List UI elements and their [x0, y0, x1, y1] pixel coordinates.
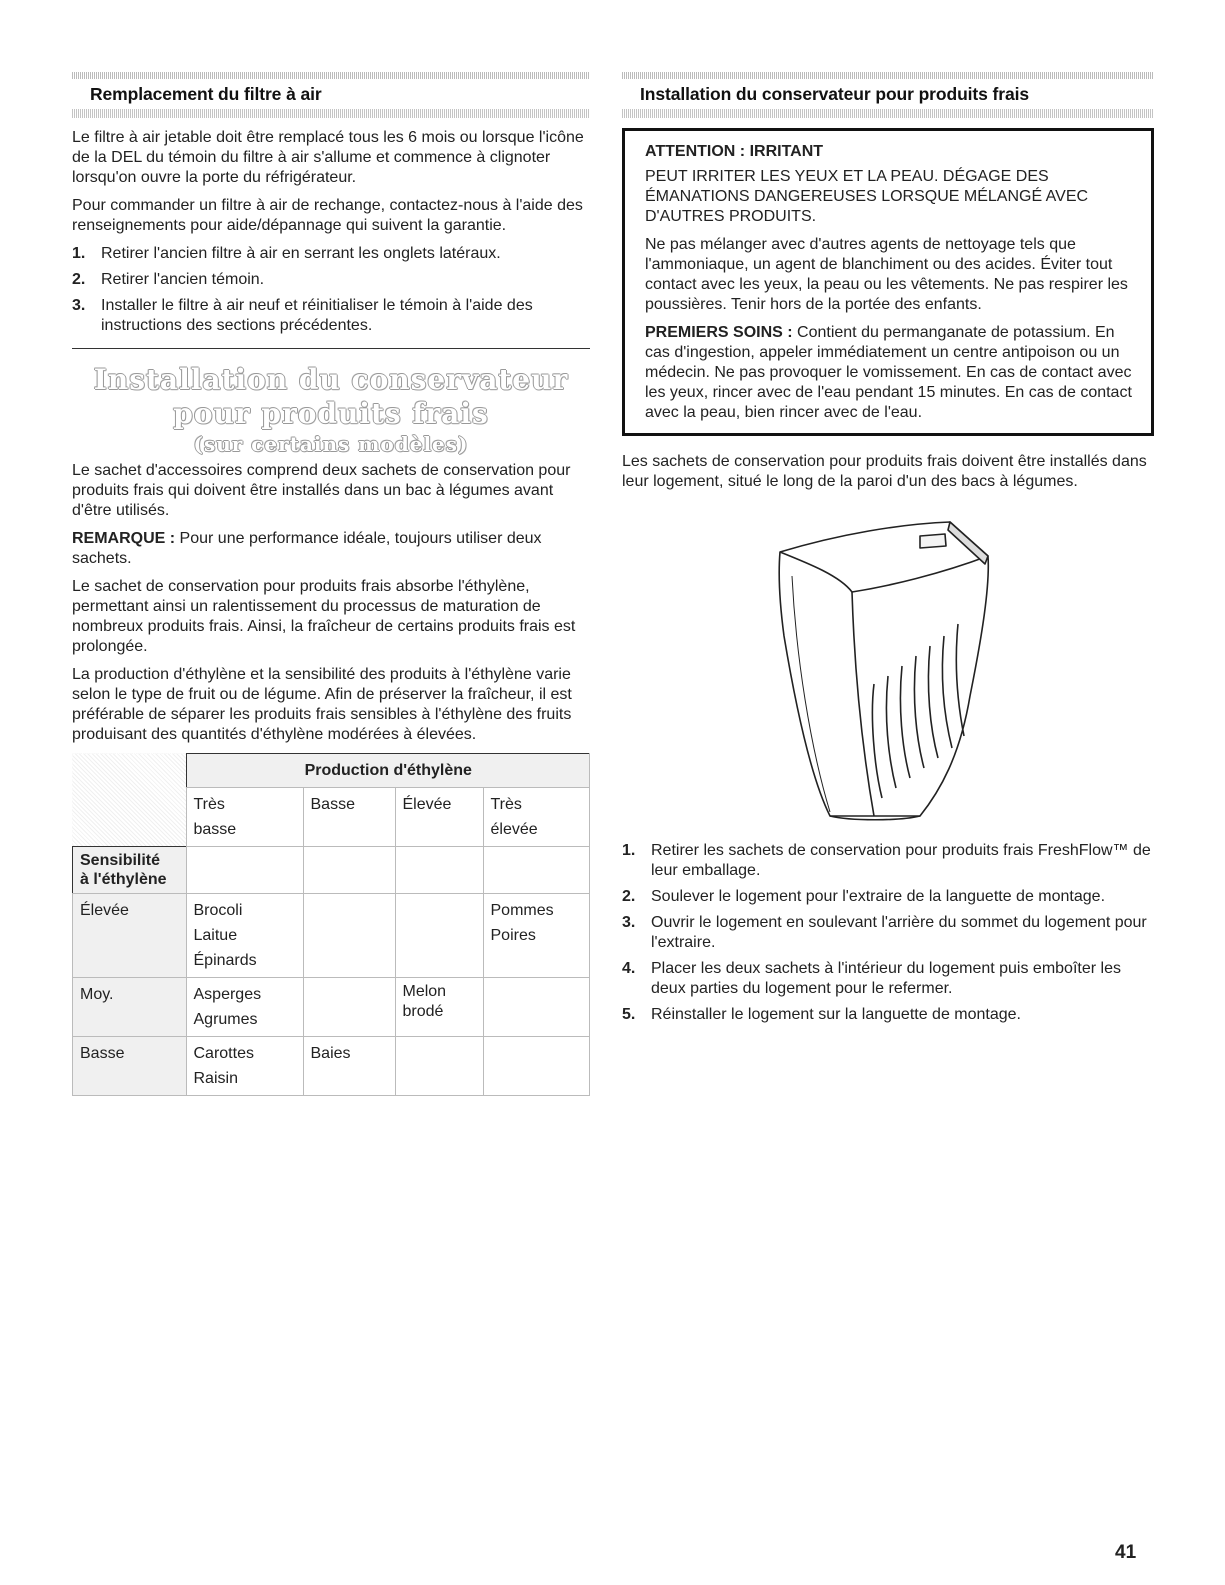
big-title-line: Installation du conservateur [93, 363, 569, 396]
step-number: 3. [622, 914, 636, 931]
divider [72, 348, 590, 349]
list-item [622, 887, 1154, 907]
row-header-label: Sensibilité à l'éthylène [73, 847, 187, 894]
step-number: 3. [72, 297, 86, 314]
table-row [73, 754, 590, 788]
header-band-bottom [72, 109, 590, 118]
table-cell-empty [73, 754, 187, 788]
remark-paragraph [72, 529, 590, 569]
list-item [72, 296, 590, 336]
table-cell [395, 1037, 483, 1096]
list-item [72, 270, 590, 290]
warning-paragraph: Ne pas mélanger avec d'autres agents de nettoyage tels que l'ammoniaque, un agent de blanchiment ou des acides. Éviter tout contact avec les yeux, la peau ou les vêtements. Ne pas respirer les poussières. Tenir hors de la portée des enfants. [645, 236, 1128, 313]
section-header-produce-preserver [622, 72, 1154, 120]
column-header: Basse [303, 788, 395, 847]
outlined-section-title [72, 363, 590, 457]
paragraph: Pour commander un filtre à air de rechange, contactez-nous à l'aide des renseignements pour aide/dépannage qui suivent la garantie. [72, 197, 583, 234]
list-item [72, 244, 590, 264]
produce-preserver-housing-illustration [770, 516, 1070, 826]
row-label: Basse [73, 1037, 187, 1096]
step-text: Retirer l'ancien filtre à air en serrant les onglets latéraux. [101, 245, 501, 262]
table-cell [303, 894, 395, 978]
step-number: 2. [72, 271, 86, 288]
table-cell-empty [73, 788, 187, 847]
step-text: Réinstaller le logement sur la languette de montage. [651, 1006, 1021, 1023]
remark-text: Pour une performance idéale, toujours utiliser deux sachets. [72, 530, 542, 567]
step-text: Ouvrir le logement en soulevant l'arrière du sommet du logement pour l'extraire. [651, 914, 1147, 951]
warning-caps-text: PEUT IRRITER LES YEUX ET LA PEAU. DÉGAGE DES ÉMANATIONS DANGEREUSES LORSQUE MÉLANGÉ AVEC D'AUTRES PRODUITS. [645, 168, 1089, 225]
paragraph: Le filtre à air jetable doit être remplacé tous les 6 mois ou lorsque l'icône de la DEL du témoin du filtre à air s'allume et commence à clignoter lorsqu'on ouvre la porte du réfrigérateur. [72, 129, 584, 186]
row-label: Moy. [73, 978, 187, 1037]
row-label: Élevée [73, 894, 187, 978]
step-text: Retirer les sachets de conservation pour produits frais FreshFlow™ de leur emballage. [651, 842, 1151, 879]
big-title-line: pour produits frais [173, 397, 489, 430]
table-cell [395, 894, 483, 978]
steps-list-produce-preserver [622, 841, 1154, 1025]
table-cell: Asperges Agrumes [186, 978, 303, 1037]
header-band-top [622, 72, 1154, 79]
first-aid-paragraph [645, 323, 1133, 423]
column-header: Élevée [395, 788, 483, 847]
list-item [622, 1005, 1154, 1025]
table-cell [186, 847, 303, 894]
section-title: Remplacement du filtre à air [90, 84, 322, 104]
table-cell: Carottes Raisin [186, 1037, 303, 1096]
step-number: 1. [622, 842, 636, 859]
column-header: Très élevée [483, 788, 590, 847]
header-band-top [72, 72, 590, 79]
page-number: 41 [1115, 1542, 1137, 1563]
paragraph: Le sachet de conservation pour produits frais absorbe l'éthylène, permettant ainsi un ralentissement du processus de maturation de nombreux produits frais. Ainsi, la fraîcheur de certains produits frais est prolongée. [72, 578, 576, 655]
table-row [73, 1037, 590, 1096]
list-item [622, 913, 1154, 953]
table-row [73, 847, 590, 894]
table-cell [483, 1037, 590, 1096]
step-number: 2. [622, 888, 636, 905]
column-header: Très basse [186, 788, 303, 847]
table-cell [483, 978, 590, 1037]
table-cell [395, 847, 483, 894]
step-number: 4. [622, 960, 636, 977]
warning-box [622, 128, 1154, 436]
step-text: Placer les deux sachets à l'intérieur du logement puis emboîter les deux parties du logement pour le refermer. [651, 960, 1121, 997]
step-number: 1. [72, 245, 86, 262]
first-aid-text: Contient du permanganate de potassium. En cas d'ingestion, appeler immédiatement un centre antipoison ou un médecin. Ne pas provoquer le vomissement. En cas de contact avec les yeux, rincer avec de l'eau pendant 15 minutes. En cas de contact avec la peau, bien rincer avec de l'eau. [645, 324, 1132, 421]
big-title-subtitle: (sur certains modèles) [193, 432, 469, 456]
table-row [73, 894, 590, 978]
paragraph: La production d'éthylène et la sensibilité des produits à l'éthylène varie selon le type de fruit ou de légume. Afin de préserver la fraîcheur, il est préférable de séparer les produits frais sensibles à l'éthylène des fruits produisant des quantités d'éthylène modérées à élevées. [72, 666, 572, 743]
remark-label: REMARQUE : [72, 530, 176, 547]
left-column [72, 72, 590, 1096]
table-cell [303, 978, 395, 1037]
step-text: Retirer l'ancien témoin. [101, 271, 265, 288]
table-cell: Baies [303, 1037, 395, 1096]
paragraph: Le sachet d'accessoires comprend deux sachets de conservation pour produits frais qui doivent être installés dans un bac à légumes avant d'être utilisés. [72, 462, 571, 519]
table-row [73, 978, 590, 1037]
section-title: Installation du conservateur pour produits frais [640, 84, 1030, 104]
production-header: Production d'éthylène [186, 754, 590, 788]
list-item [622, 841, 1154, 881]
step-text: Soulever le logement pour l'extraire de la languette de montage. [651, 888, 1106, 905]
table-cell: Melon brodé [395, 978, 483, 1037]
table-cell: Brocoli Laitue Épinards [186, 894, 303, 978]
list-item [622, 959, 1154, 999]
step-number: 5. [622, 1006, 636, 1023]
section-header-air-filter [72, 72, 590, 120]
table-row [73, 788, 590, 847]
table-cell: Pommes Poires [483, 894, 590, 978]
ethylene-table [72, 753, 590, 1096]
step-text: Installer le filtre à air neuf et réinitialiser le témoin à l'aide des instructions des sections précédentes. [101, 297, 533, 334]
header-band-bottom [622, 109, 1154, 118]
table-cell [303, 847, 395, 894]
first-aid-label: PREMIERS SOINS : [645, 324, 793, 341]
right-column [622, 72, 1154, 1031]
paragraph: Les sachets de conservation pour produits frais doivent être installés dans leur logement, situé le long de la paroi d'un des bacs à légumes. [622, 453, 1147, 490]
table-cell [483, 847, 590, 894]
warning-title: ATTENTION : IRRITANT [645, 143, 824, 160]
steps-list-air-filter [72, 244, 590, 336]
